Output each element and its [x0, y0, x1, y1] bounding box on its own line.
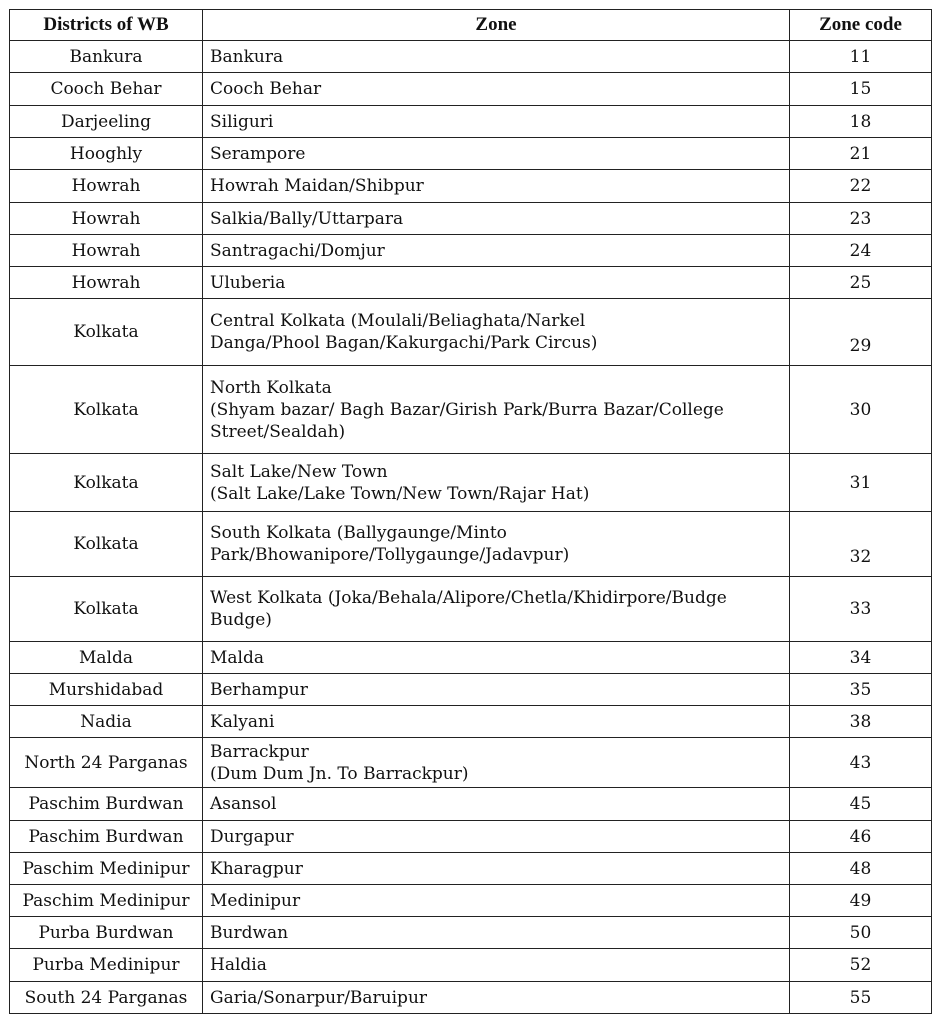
cell-zone-code: 18 [790, 106, 932, 138]
cell-district: Cooch Behar [10, 73, 203, 106]
cell-district: South 24 Parganas [10, 982, 203, 1014]
zone-line: (Shyam bazar/ Bagh Bazar/Girish Park/Burra Bazar/College [210, 399, 724, 420]
zone-line: Berhampur [210, 679, 308, 700]
zone-line: Uluberia [210, 272, 286, 293]
table-row [10, 366, 932, 454]
cell-zone-code: 48 [790, 853, 932, 885]
header-zone-code: Zone code [790, 10, 932, 41]
table-row [10, 454, 932, 512]
cell-district: Paschim Burdwan [10, 821, 203, 853]
zone-line: Budge) [210, 610, 272, 630]
table-row [10, 982, 932, 1014]
zone-line: Garia/Sonarpur/Baruipur [210, 987, 428, 1008]
cell-zone [203, 267, 790, 299]
cell-district: Paschim Burdwan [10, 788, 203, 821]
cell-district: Purba Burdwan [10, 917, 203, 949]
zone-line: Siliguri [210, 111, 274, 132]
zone-line: South Kolkata (Ballygaunge/Minto [210, 523, 507, 543]
cell-district: Kolkata [10, 577, 203, 642]
cell-zone [203, 73, 790, 106]
cell-zone [203, 885, 790, 917]
cell-district: Kolkata [10, 366, 203, 454]
cell-zone [203, 642, 790, 674]
cell-district: Murshidabad [10, 674, 203, 706]
cell-zone-code: 31 [790, 454, 932, 512]
table-row [10, 577, 932, 642]
cell-zone [203, 706, 790, 738]
table-row [10, 41, 932, 73]
zone-line: Asansol [210, 794, 277, 814]
cell-district: Kolkata [10, 299, 203, 366]
table-row [10, 821, 932, 853]
zone-line: Kalyani [210, 711, 275, 732]
cell-zone-code: 34 [790, 642, 932, 674]
cell-district: Nadia [10, 706, 203, 738]
table-wrapper [9, 9, 932, 1014]
header-district: Districts of WB [10, 10, 203, 41]
cell-zone [203, 138, 790, 170]
cell-district: Howrah [10, 170, 203, 203]
cell-zone [203, 821, 790, 853]
table-row [10, 512, 932, 577]
cell-zone [203, 788, 790, 821]
table-row [10, 674, 932, 706]
cell-zone-code: 38 [790, 706, 932, 738]
cell-zone [203, 366, 790, 454]
cell-zone [203, 454, 790, 512]
cell-district: Howrah [10, 203, 203, 235]
cell-zone [203, 674, 790, 706]
table-row [10, 949, 932, 982]
cell-zone-code: 15 [790, 73, 932, 106]
cell-zone-code: 21 [790, 138, 932, 170]
cell-district: Paschim Medinipur [10, 885, 203, 917]
zone-line: Serampore [210, 143, 306, 164]
cell-zone-code: 32 [790, 512, 932, 577]
cell-zone-code: 55 [790, 982, 932, 1014]
table-row [10, 138, 932, 170]
cell-zone-code: 33 [790, 577, 932, 642]
table-row [10, 267, 932, 299]
zone-line: Barrackpur [210, 741, 309, 762]
zone-line: Howrah Maidan/Shibpur [210, 176, 424, 196]
table-row [10, 299, 932, 366]
zone-line: Central Kolkata (Moulali/Beliaghata/Narkel [210, 311, 586, 331]
cell-district: Kolkata [10, 512, 203, 577]
header-zone: Zone [203, 10, 790, 41]
cell-zone [203, 853, 790, 885]
zone-line: Haldia [210, 955, 267, 975]
cell-zone-code: 49 [790, 885, 932, 917]
zone-line: Santragachi/Domjur [210, 240, 385, 261]
table-row [10, 917, 932, 949]
table-row [10, 235, 932, 267]
table-row [10, 885, 932, 917]
cell-zone-code: 46 [790, 821, 932, 853]
cell-zone [203, 235, 790, 267]
zone-line: Street/Sealdah) [210, 421, 346, 442]
cell-zone-code: 35 [790, 674, 932, 706]
cell-zone [203, 917, 790, 949]
table-row [10, 642, 932, 674]
cell-zone-code: 45 [790, 788, 932, 821]
cell-zone-code: 30 [790, 366, 932, 454]
zone-line: Salt Lake/New Town [210, 461, 388, 482]
cell-zone [203, 512, 790, 577]
cell-district: Purba Medinipur [10, 949, 203, 982]
cell-zone-code: 50 [790, 917, 932, 949]
zone-line: Medinipur [210, 890, 301, 911]
cell-zone [203, 106, 790, 138]
cell-zone [203, 41, 790, 73]
zone-line: West Kolkata (Joka/Behala/Alipore/Chetla/Khidirpore/Budge [210, 588, 727, 608]
cell-zone-code: 24 [790, 235, 932, 267]
cell-district: Bankura [10, 41, 203, 73]
table-row [10, 738, 932, 788]
zone-line: Malda [210, 647, 264, 668]
zone-line: Danga/Phool Bagan/Kakurgachi/Park Circus) [210, 333, 598, 353]
zone-line: Salkia/Bally/Uttarpara [210, 208, 404, 229]
zone-line: (Dum Dum Jn. To Barrackpur) [210, 763, 469, 784]
header-row [10, 10, 932, 41]
cell-zone-code: 43 [790, 738, 932, 788]
table-row [10, 73, 932, 106]
cell-district: Malda [10, 642, 203, 674]
cell-district: Hooghly [10, 138, 203, 170]
table-body [10, 41, 932, 1014]
cell-zone-code: 29 [790, 299, 932, 366]
zone-line: Burdwan [210, 922, 289, 943]
cell-zone [203, 170, 790, 203]
cell-district: Kolkata [10, 454, 203, 512]
cell-zone [203, 299, 790, 366]
cell-zone-code: 52 [790, 949, 932, 982]
zone-line: Cooch Behar [210, 79, 322, 99]
cell-zone-code: 22 [790, 170, 932, 203]
zone-line: North Kolkata [210, 377, 332, 398]
table-row [10, 853, 932, 885]
cell-district: Howrah [10, 267, 203, 299]
zone-line: Park/Bhowanipore/Tollygaunge/Jadavpur) [210, 545, 570, 565]
cell-zone [203, 738, 790, 788]
cell-zone [203, 949, 790, 982]
zone-line: Kharagpur [210, 858, 303, 879]
cell-zone [203, 982, 790, 1014]
cell-zone [203, 203, 790, 235]
table-row [10, 170, 932, 203]
cell-district: Paschim Medinipur [10, 853, 203, 885]
table-row [10, 788, 932, 821]
zone-line: Durgapur [210, 826, 294, 847]
cell-zone-code: 25 [790, 267, 932, 299]
table-row [10, 106, 932, 138]
district-zone-table [9, 9, 932, 1014]
zone-line: Bankura [210, 46, 284, 67]
zone-line: (Salt Lake/Lake Town/New Town/Rajar Hat) [210, 483, 590, 504]
table-row [10, 203, 932, 235]
table-row [10, 706, 932, 738]
cell-district: Howrah [10, 235, 203, 267]
cell-zone-code: 11 [790, 41, 932, 73]
cell-zone-code: 23 [790, 203, 932, 235]
cell-district: Darjeeling [10, 106, 203, 138]
cell-district: North 24 Parganas [10, 738, 203, 788]
cell-zone [203, 577, 790, 642]
